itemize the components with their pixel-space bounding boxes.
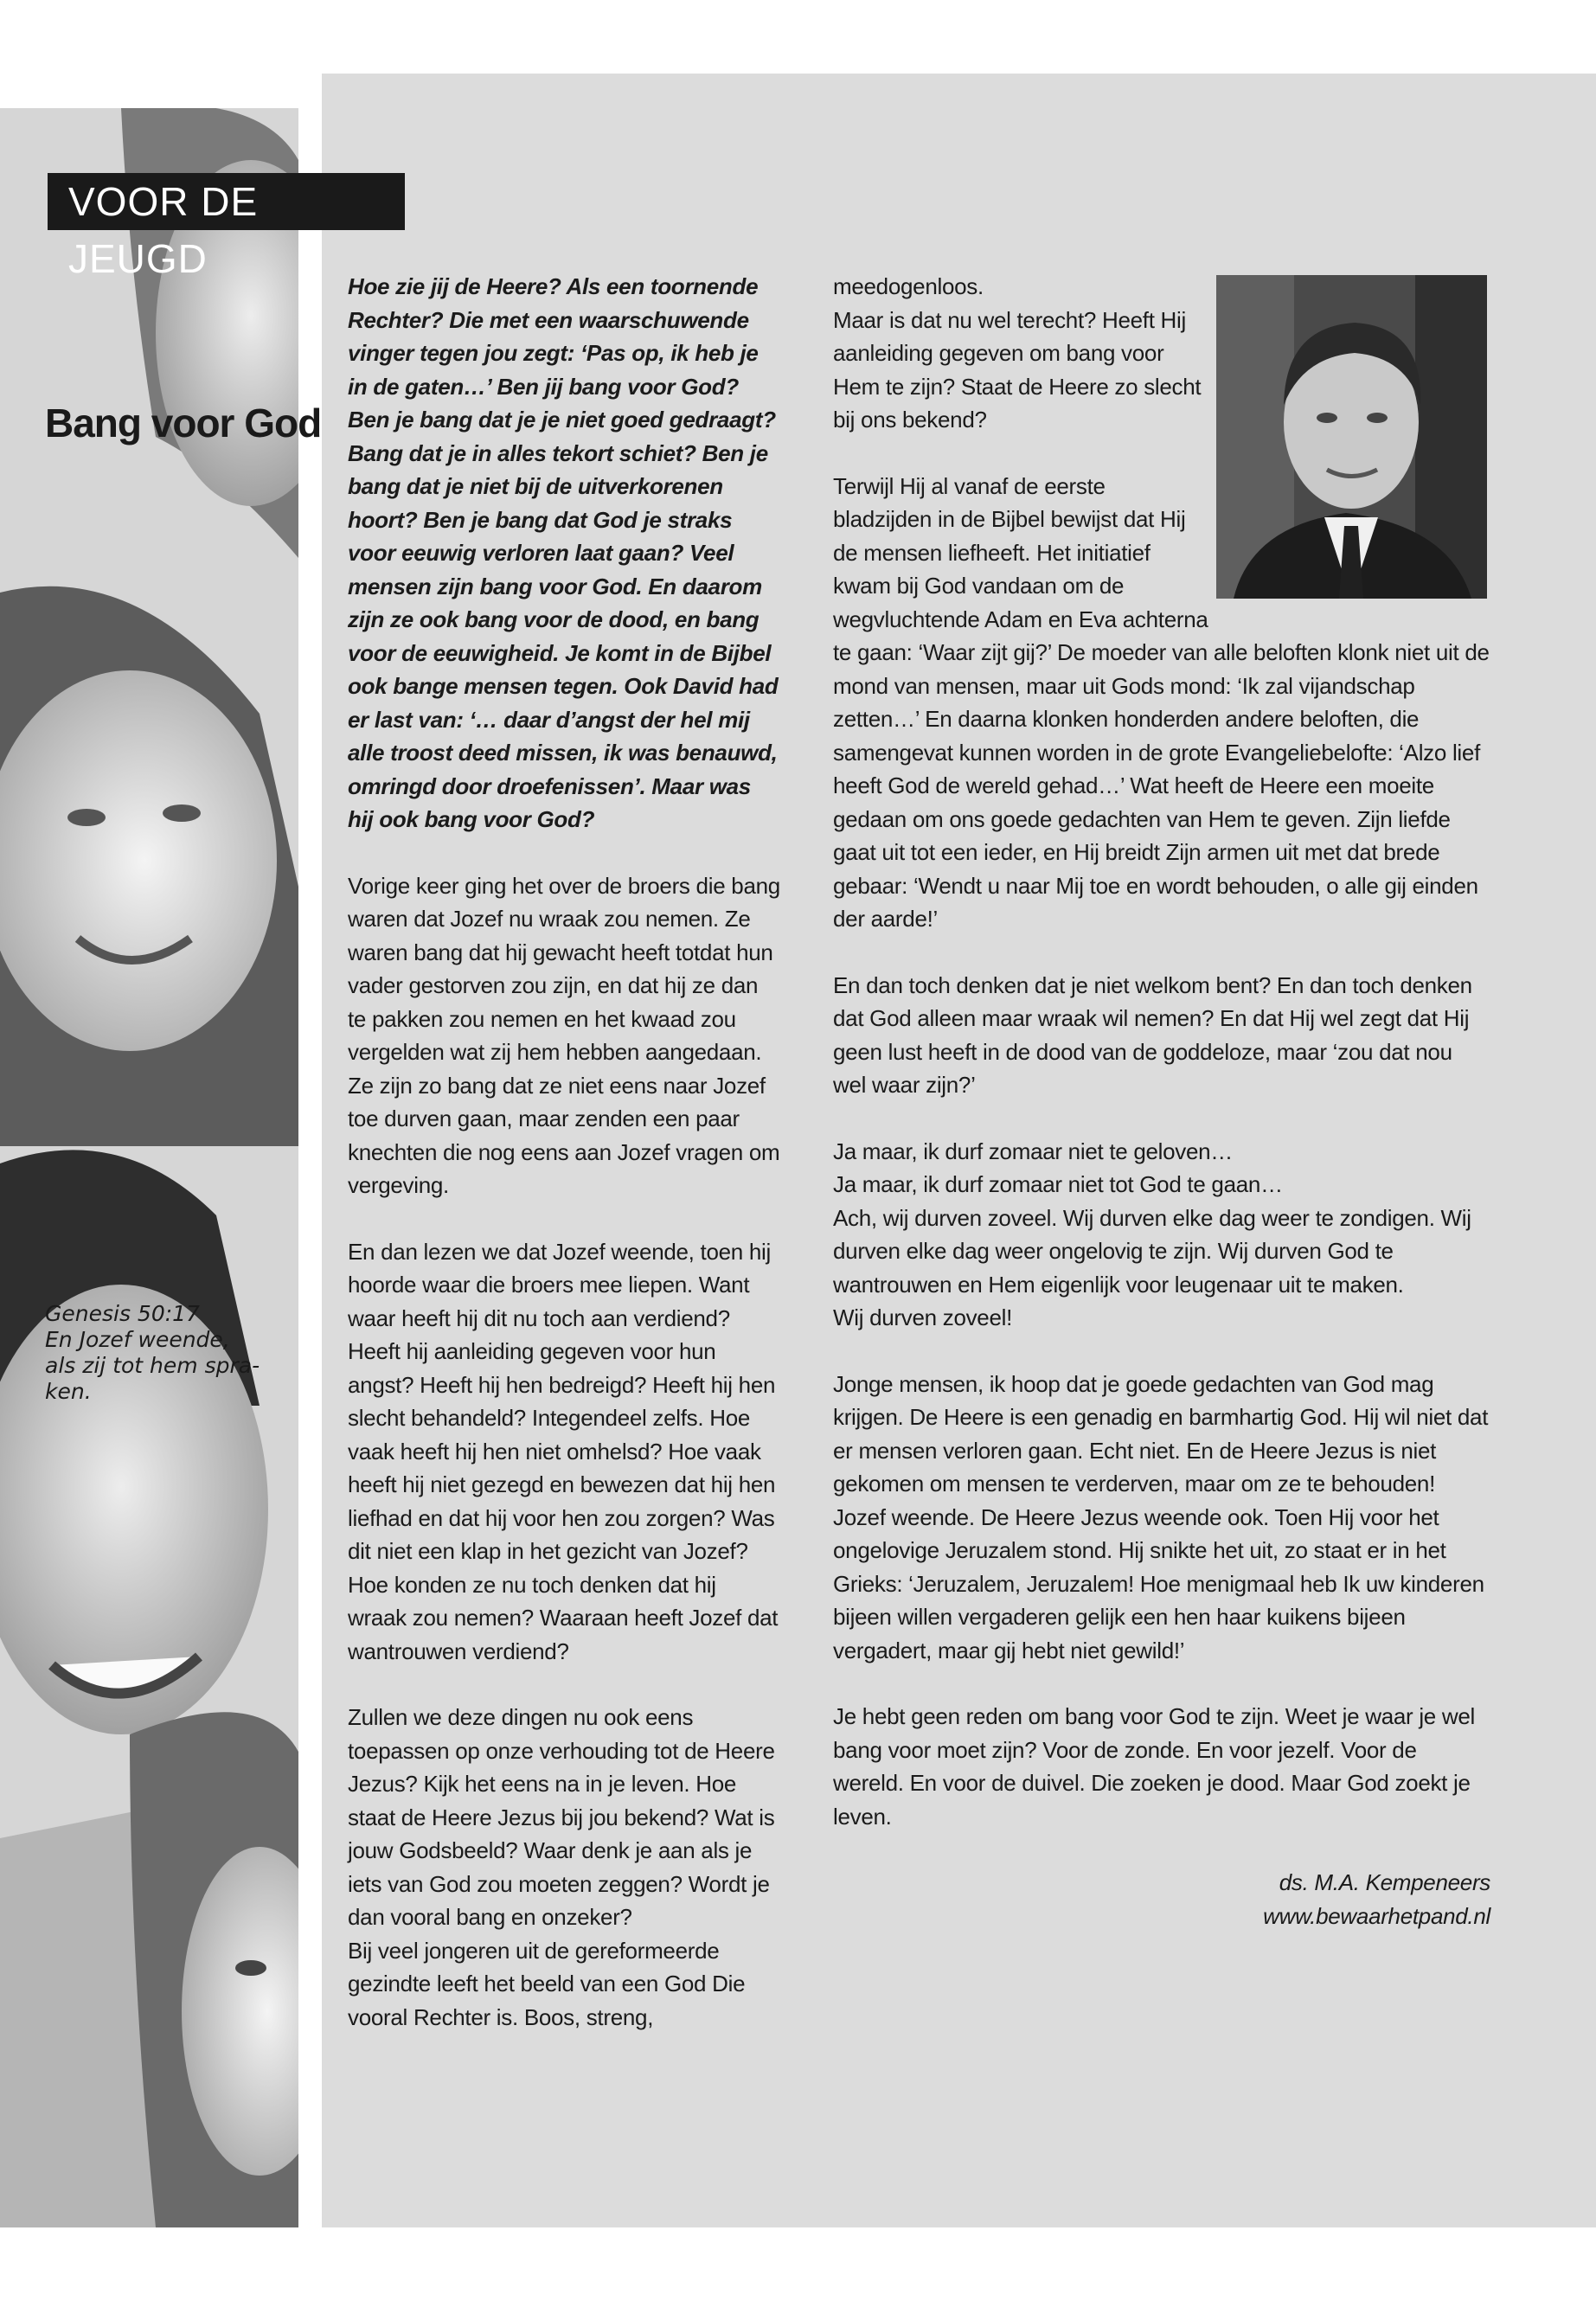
quote-reference: Genesis 50:17: [45, 1301, 200, 1326]
paragraph: meedogenloos.: [833, 273, 984, 299]
paragraph: En dan toch denken dat je niet welkom bent? En dan toch denken dat God alleen maar wraak wil nemen? En dat Hij wel zegt dat Hij geen lust heeft in de dood van de goddeloze, maar ‘zou dat nou wel waar zijn?’: [833, 971, 1472, 1098]
author-website[interactable]: www.bewaarhetpand.nl: [1263, 1902, 1490, 1929]
paragraph: Wij durven zoveel!: [833, 1304, 1013, 1330]
section-label: VOOR DE JEUGD: [48, 173, 405, 230]
paragraph: Jozef weende. De Heere Jezus weende ook. Toen Hij voor het ongelovige Jeruzalem stond. Hij snikte het uit, zo staat er in het Grieks: ‘Jeruzalem, Jeruzalem! Hoe menigmaal heb Ik uw kinderen bijeen willen vergaderen gelijk een hen haar kuikens bijeen vergadert, maar gij hebt niet gewild!’: [833, 1503, 1484, 1663]
paragraph: Jonge mensen, ik hoop dat je goede gedachten van God mag krijgen. De Heere is een genadig en barmhartig God. Hij wil niet dat er mensen verloren gaan. Echt niet. En de Heere Jezus is niet gekomen om mensen te verderven, maar om ze te behouden!: [833, 1370, 1489, 1497]
article-intro: Hoe zie jij de Heere? Als een toornende Rechter? Die met een waarschuwende vinger tegen jou zegt: ‘Pas op, ik heb je in de gaten…’ Ben jij bang voor God? Ben je bang dat je je niet goed gedraagt? Bang dat je in alles tekort schiet? Ben je bang dat je niet bij de uitverkorenen hoort? Ben je bang dat God je straks voor eeuwig verloren laat gaan? Veel mensen zijn bang voor God. En daarom zijn ze ook bang voor de dood, en bang voor de eeuwigheid. Je komt in de Bijbel ook bange mensen tegen. Ook David had er last van: ‘… daar d’angst der hel mij alle troost deed missen, ik was benauwd, omringd door droefenissen’. Maar was hij ook bang voor God?: [348, 273, 779, 832]
paragraph: Ja maar, ik durf zomaar niet tot God te gaan…: [833, 1171, 1283, 1197]
quote-line: En Jozef weende,: [45, 1327, 230, 1352]
quote-line: ken.: [45, 1379, 92, 1404]
author-name: ds. M.A. Kempeneers: [1279, 1869, 1490, 1895]
paragraph: Terwijl Hij al vanaf de eerste bladzijden in de Bijbel bewijst dat Hij de mensen liefheeft. Het initiatief kwam bij God vandaan om de wegvluchtende Adam en Eva achterna te gaan: ‘Waar zijt gij?’ De moeder van alle beloften klonk niet uit de mond van mensen, maar uit Gods mond: ‘Ik zal vijandschap zetten…’ En daarna klonken honderden andere beloften, die samengevat kunnen worden in de grote Evangeliebelofte: ‘Alzo lief heeft God de wereld gehad…’ Wat heeft de Heere een moeite gedaan om ons goede gedachten van Hem te geven. Zijn liefde gaat uit tot een ieder, en Hij breidt Zijn armen uit met dat brede gebaar: ‘Wendt u naar Mij toe en wordt behouden, o alle gij einden der aarde!’: [833, 472, 1490, 932]
paragraph: Ach, wij durven zoveel. Wij durven elke dag weer te zondigen. Wij durven elke dag weer ongelovig te zijn. Wij durven God te wantrouwen en Hem eigenlijk voor leugenaar uit te maken.: [833, 1204, 1471, 1298]
quote-line: als zij tot hem spra-: [45, 1353, 260, 1378]
sidebar-bible-quote: [45, 1301, 296, 1405]
paragraph: Vorige keer ging het over de broers die bang waren dat Jozef nu wraak zou nemen. Ze waren bang dat hij gewacht heeft totdat hun vader gestorven zou zijn, en dat hij ze dan te pakken zou nemen en het kwaad zou vergelden wat zij hem hebben aangedaan. Ze zijn zo bang dat ze niet eens naar Jozef toe durven gaan, maar zenden een paar knechten die nog eens aan Jozef vragen om vergeving.: [348, 872, 780, 1198]
portrait-spacer: [1209, 270, 1490, 607]
article-column-left: [348, 270, 780, 2034]
paragraph: Maar is dat nu wel terecht? Heeft Hij aanleiding gegeven om bang voor Hem te zijn? Staat de Heere zo slecht bij ons bekend?: [833, 306, 1202, 433]
paragraph: En dan lezen we dat Jozef weende, toen hij hoorde waar die broers mee liepen. Want waar heeft hij dit nu toch aan verdiend? Heeft hij aanleiding gegeven voor hun angst? Heeft hij hen bedreigd? Heeft hij hen slecht behandeld? Integendeel zelfs. Hoe vaak heeft hij hen niet omhelsd? Hoe vaak heeft hij niet gezegd en bewezen dat hij hen liefhad en dat hij voor hen zou zorgen? Was dit niet een klap in het gezicht van Jozef? Hoe konden ze nu toch denken dat hij wraak zou nemen? Waaraan heeft Jozef dat wantrouwen verdiend?: [348, 1238, 779, 1664]
paragraph: Je hebt geen reden om bang voor God te zijn. Weet je waar je wel bang voor moet zijn? Voor de zonde. En voor jezelf. Voor de wereld. En voor de duivel. Die zoeken je dood. Maar God zoekt je leven.: [833, 1703, 1475, 1830]
paragraph: Ja maar, ik durf zomaar niet te geloven…: [833, 1138, 1234, 1164]
article-column-right: [833, 270, 1490, 1932]
article-title: Bang voor God: [45, 401, 322, 445]
article-signature: [833, 1866, 1490, 1932]
paragraph: Zullen we deze dingen nu ook eens toepassen op onze verhouding tot de Heere Jezus? Kijk het eens na in je leven. Hoe staat de Heere Jezus bij jou bekend? Wat is jouw Godsbeeld? Waar denk je aan als je iets van God zou moeten zeggen? Wordt je dan vooral bang en onzeker?: [348, 1704, 775, 1930]
paragraph: Bij veel jongeren uit de gereformeerde gezindte leeft het beeld van een God Die vooral Rechter is. Boos, streng,: [348, 1937, 746, 2030]
